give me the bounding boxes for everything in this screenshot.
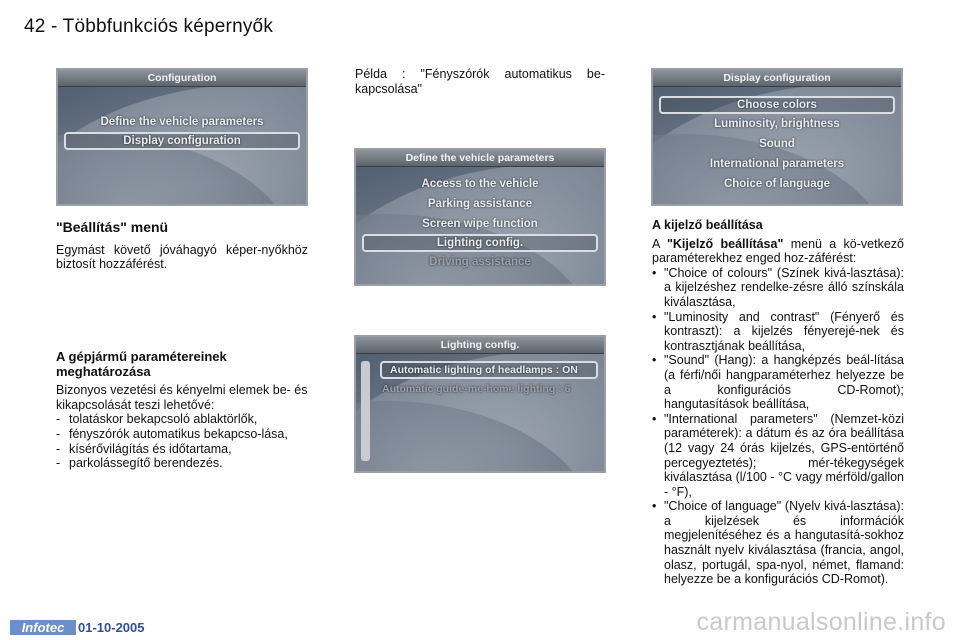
settings-menu-heading: "Beállítás" menü bbox=[56, 219, 169, 235]
infotec-logo: Infotec bbox=[10, 620, 76, 635]
vehicle-parameters-intro: Bizonyos vezetési és kényelmi elemek be- és kikapcsolását teszi lehetővé: bbox=[56, 383, 308, 412]
list-item: • "Choice of colours" (Színek kivá-lasztása): a kijelzéshez rendelke-zésre álló színskála kiválasztása, bbox=[652, 265, 904, 309]
display-settings-section bbox=[652, 218, 904, 587]
display-settings-heading: A kijelző beállítása bbox=[652, 218, 763, 232]
list-item: • "Choice of language" (Nyelv kivá-lasztása): a kijelzések és információk megjelenítéséhez és a hangutasítá-sokhoz használt nyelv kiválasztása (francia, angol, olasz, portugál, spa-nyol, német, flamand: helyezze be a konfigurációs CD-Romot). bbox=[652, 499, 904, 587]
display-settings-intro: A "Kijelző beállítása" menü a kö-vetkező paraméterekhez enged hoz-záférést: bbox=[652, 236, 905, 266]
vehicle-parameters-list bbox=[56, 412, 312, 470]
configuration-screen-title: Configuration bbox=[58, 70, 306, 87]
example-caption bbox=[355, 67, 605, 96]
menu-item-parking-assistance: Parking assistance bbox=[427, 198, 533, 210]
vehicle-parameters-section bbox=[56, 350, 312, 471]
lighting-config-screen-image bbox=[354, 335, 606, 473]
menu-item-sound: Sound bbox=[759, 138, 795, 150]
menu-item-access-to-vehicle: Access to the vehicle bbox=[421, 178, 539, 190]
list-item: - kísérővilágítás és időtartama, bbox=[56, 441, 232, 456]
list-item: • "Sound" (Hang): a hangképzés beál-lítása (a férfi/női hangparaméterhez helyezze be a konfigurációs CD-Romot); hangutasítások beállítása, bbox=[652, 353, 904, 412]
menu-item-define-vehicle-parameters: Define the vehicle parameters bbox=[100, 116, 264, 128]
vehicle-parameters-heading: A gépjármű paramétereinek meghatározása bbox=[56, 349, 227, 379]
scroll-indicator bbox=[361, 361, 370, 461]
menu-item-guide-me-home-lighting: Automatic guide-me-home lighting : 6 bbox=[382, 383, 571, 395]
display-configuration-screen-image bbox=[651, 68, 903, 206]
list-item: - fényszórók automatikus bekapcso-lása, bbox=[56, 426, 288, 441]
display-configuration-screen-title: Display configuration bbox=[653, 70, 901, 87]
menu-item-driving-assistance: Driving assistance bbox=[429, 256, 531, 268]
configuration-screen-image bbox=[56, 68, 308, 206]
menu-item-lighting-config: Lighting config. bbox=[362, 234, 598, 252]
menu-item-display-configuration: Display configuration bbox=[64, 132, 300, 150]
list-item: • "International parameters" (Nemzet-közi paraméterek): a dátum és az óra beállítása (12 vagy 24 órás kijelzés, GPS-entörténő percegyeztetés); mér-tékegységek kiválasztása (l/100 - °C vagy mérföld/gallon - °F), bbox=[652, 411, 904, 499]
menu-item-choice-of-language: Choice of language bbox=[723, 178, 831, 190]
menu-item-international-parameters: International parameters bbox=[709, 158, 845, 170]
display-settings-list bbox=[652, 266, 904, 587]
settings-menu-section bbox=[56, 220, 308, 272]
list-item: • "Luminosity and contrast" (Fényerő és kontraszt): a kijelzés fényerejé-nek és kontrasztjának beállítása, bbox=[652, 309, 904, 353]
watermark-site: carmanualsonline.info bbox=[696, 608, 946, 636]
list-item: - tolatáskor bekapcsoló ablaktörlők, bbox=[56, 412, 258, 427]
vehicle-parameters-screen-title: Define the vehicle parameters bbox=[356, 150, 604, 167]
list-item: - parkolássegítő berendezés. bbox=[56, 456, 223, 471]
example-text: Példa : "Fényszórók automatikus be-kapcsolása" bbox=[355, 67, 605, 96]
menu-item-screen-wipe-function: Screen wipe function bbox=[422, 218, 538, 230]
lighting-config-screen-title: Lighting config. bbox=[356, 337, 604, 354]
vehicle-parameters-screen-image bbox=[354, 148, 606, 286]
settings-menu-body: Egymást követő jóváhagyó képer-nyőkhöz biztosít hozzáférést. bbox=[56, 242, 308, 272]
menu-item-automatic-headlamps: Automatic lighting of headlamps : ON bbox=[380, 361, 598, 379]
footer-date: 01-10-2005 bbox=[78, 620, 145, 635]
menu-item-choose-colors: Choose colors bbox=[659, 96, 895, 114]
page-title: 42 - Többfunkciós képernyők bbox=[24, 16, 274, 37]
menu-item-luminosity-brightness: Luminosity, brightness bbox=[714, 118, 840, 130]
